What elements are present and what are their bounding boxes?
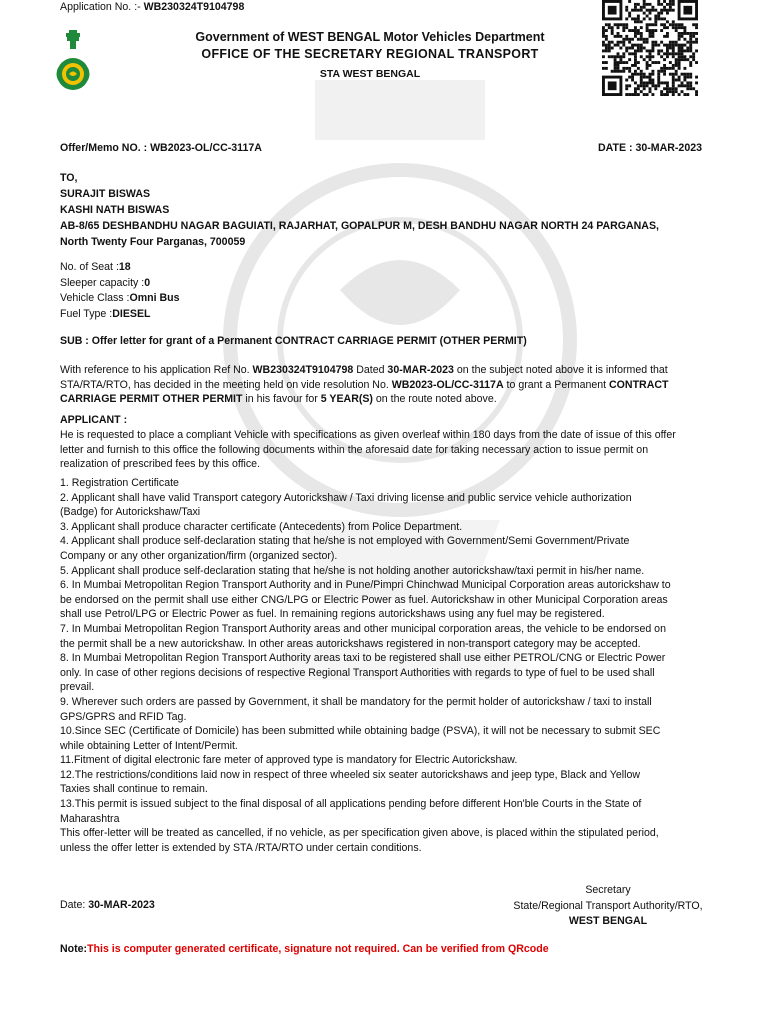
note-line: [60, 942, 549, 957]
reference-text: on the route noted above.: [372, 393, 497, 406]
signature-block: [490, 883, 726, 930]
resolution-number: WB2023-OL/CC-3117A: [391, 378, 504, 391]
header-government-title: Government of WEST BENGAL Motor Vehicles Department: [195, 30, 545, 44]
footer-date: 30-MAR-2023: [88, 899, 155, 911]
seat-count: [60, 260, 180, 276]
application-number-line: [60, 0, 244, 15]
permit-type: CONTRACT: [609, 378, 669, 391]
note-label: Note:: [60, 943, 88, 955]
reference-number: WB230324T9104798: [252, 364, 354, 376]
addressee-address-line1: AB-8/65 DESHBANDHU NAGAR BAGUIATI, RAJARHAT, GOPALPUR M, DESH BANDHU NAGAR NORTH 24 PARGANAS,: [60, 220, 659, 232]
reference-text: STA/RTA/RTO, has decided in the meeting held on vide resolution No.: [60, 378, 392, 391]
condition-line: (Badge) for Autorickshaw/Taxi: [60, 506, 201, 519]
addressee-name: SURAJIT BISWAS: [60, 188, 151, 200]
signatory-state: WEST BENGAL: [568, 915, 648, 927]
fuel-type-value: DIESEL: [112, 307, 151, 320]
application-number: WB230324T9104798: [143, 1, 245, 13]
permit-duration: 5 YEAR(S): [320, 393, 373, 406]
addressee-block: [60, 170, 720, 250]
applicant-paragraph: [60, 428, 712, 472]
condition-line: while obtaining Letter of Intent/Permit.: [60, 739, 238, 752]
condition-line: GPS/GPRS and RFID Tag.: [60, 710, 187, 723]
conditions-list: [60, 476, 712, 855]
memo-date: 30-MAR-2023: [635, 142, 703, 154]
condition-line: prevail.: [60, 681, 95, 694]
condition-line: 4. Applicant shall produce self-declaration stating that he/she is not employed with Government/Semi Government/Private: [60, 535, 630, 548]
condition-line: 10.Since SEC (Certificate of Domicile) has been submitted while obtaining badge (PSVA), it will not be necessary to submit SEC: [60, 725, 661, 738]
sleeper-label: Sleeper capacity :: [60, 276, 145, 289]
applicant-line: letter and furnish to this office the following documents within the aforesaid date for taking necessary action to issue permit on: [60, 443, 649, 456]
reference-text: Dated: [353, 364, 388, 376]
reference-text: With reference to his application Ref No.: [60, 364, 253, 376]
condition-line: 11.Fitment of digital electronic fare meter of approved type is mandatory for Electric Autorickshaw.: [60, 754, 518, 767]
sleeper-value: 0: [144, 276, 151, 289]
memo-date-line: [598, 141, 702, 156]
condition-line: 12.The restrictions/conditions laid now in respect of three wheeled six seater autorickshaws and jeep type, Black and Yellow: [60, 768, 641, 781]
reference-paragraph: [60, 363, 712, 407]
memo-date-label: DATE :: [598, 142, 636, 154]
condition-line: Company or any other organization/firm (organized sector).: [60, 549, 338, 562]
condition-line: 1. Registration Certificate: [60, 477, 179, 489]
vehicle-class: [60, 291, 180, 307]
applicant-line: realization of prescribed fees by this office.: [60, 458, 261, 471]
reference-text: on the subject noted above it is informed that: [453, 364, 668, 376]
condition-line: only. In case of other regions decisions of respective Regional Transport Authorities with regards to type of fuel to be used shall: [60, 666, 655, 679]
reference-text: to grant a Permanent: [503, 378, 610, 391]
applicant-heading: APPLICANT :: [60, 414, 128, 426]
condition-line: Taxies shall continue to remain.: [60, 783, 208, 796]
vehicle-details: [60, 260, 180, 322]
reference-text: in his favour for: [242, 393, 321, 406]
subject-line: SUB : Offer letter for grant of a Permanent CONTRACT CARRIAGE PERMIT (OTHER PERMIT): [60, 335, 527, 347]
condition-line: 2. Applicant shall have valid Transport category Autorickshaw / Taxi driving license and public service vehicle authorization: [60, 491, 632, 504]
condition-line: 5. Applicant shall produce self-declaration stating that he/she is not holding another autorickshaw/taxi permit in his/her name.: [60, 564, 645, 577]
condition-line: 13.This permit is issued subject to the final disposal of all applications pending before different Hon'ble Courts in the State of: [60, 798, 642, 811]
reference-line1: [60, 363, 712, 378]
condition-line: 7. In Mumbai Metropolitan Region Transport Authority areas and other municipal corporation areas, the vehicle to be endorsed on: [60, 622, 666, 635]
addressee-to: TO,: [60, 172, 78, 184]
seat-value: 18: [118, 261, 131, 273]
addressee-address-line2: North Twenty Four Parganas, 700059: [60, 236, 246, 248]
condition-line: be endorsed on the permit shall use either CNG/LPG or Electric Power as fuel. Autorickshaw in other Municipal Corporation areas: [60, 593, 668, 606]
condition-line: unless the offer letter is extended by STA /RTA/RTO under certain conditions.: [60, 841, 422, 854]
memo-label: Offer/Memo NO. :: [60, 142, 151, 154]
addressee-father-name: KASHI NATH BISWAS: [60, 204, 170, 216]
fuel-type: [60, 307, 180, 323]
condition-line: 3. Applicant shall produce character certificate (Antecedents) from Police Department.: [60, 520, 463, 533]
condition-line: This offer-letter will be treated as cancelled, if no vehicle, as per specification given above, is placed within the stipulated period,: [60, 827, 659, 840]
condition-line: 6. In Mumbai Metropolitan Region Transport Authority and in Pune/Pimpri Chinchwad Municipal Corporation areas autorickshaw to: [60, 579, 671, 592]
memo-number: WB2023-OL/CC-3117A: [150, 142, 262, 154]
sleeper-capacity: [60, 276, 180, 292]
condition-line: Maharashtra: [60, 812, 120, 825]
fuel-type-label: Fuel Type :: [60, 307, 113, 320]
reference-date: 30-MAR-2023: [387, 364, 454, 376]
application-number-label: Application No. :-: [60, 1, 144, 13]
note-text: This is computer generated certificate, signature not required. Can be verified from QRcode: [87, 943, 549, 955]
reference-line3: [60, 392, 712, 407]
vehicle-class-label: Vehicle Class :: [60, 292, 130, 304]
vehicle-class-value: Omni Bus: [129, 292, 180, 304]
condition-line: shall use Petrol/LPG or Electric Power as fuel. In remaining regions autorickshaws using any fuel may be registered.: [60, 608, 605, 621]
seat-label: No. of Seat :: [60, 261, 119, 273]
west-bengal-emblem-icon: [55, 28, 91, 98]
footer-date-line: [60, 898, 155, 913]
header-office-title: OFFICE OF THE SECRETARY REGIONAL TRANSPORT: [201, 47, 539, 61]
offer-memo-number-line: [60, 141, 262, 156]
qr-code-icon: [602, 0, 698, 96]
signatory-authority: State/Regional Transport Authority/RTO,: [513, 899, 703, 912]
signatory-title: Secretary: [585, 884, 631, 896]
reference-line2: [60, 378, 712, 393]
permit-type: CARRIAGE PERMIT OTHER PERMIT: [60, 393, 243, 406]
applicant-line: He is requested to place a compliant Vehicle with specifications as given overleaf within 180 days from the date of issue of this offer: [60, 429, 676, 441]
condition-line: 8. In Mumbai Metropolitan Region Transport Authority areas taxi to be registered shall use either PETROL/CNG or Electric Power: [60, 652, 666, 665]
condition-line: 9. Wherever such orders are passed by Government, it shall be mandatory for the permit holder of autorickshaw / taxi to install: [60, 695, 652, 708]
condition-line: the permit shall be a new autorickshaw. In other areas autorickshaws registered in non-transport category may be accepted.: [60, 637, 641, 650]
footer-date-label: Date:: [60, 899, 89, 911]
header-sta-title: STA WEST BENGAL: [319, 68, 421, 80]
